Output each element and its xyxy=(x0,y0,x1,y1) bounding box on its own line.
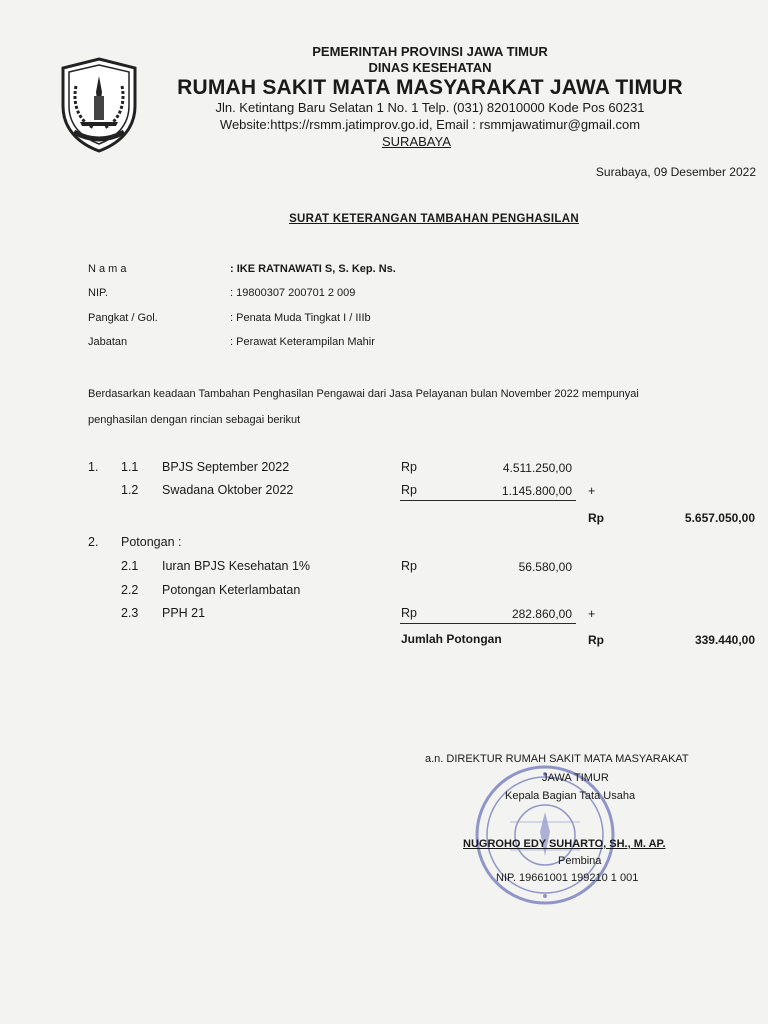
deduction-total-currency: Rp xyxy=(588,633,604,647)
hospital-contact: Website:https://rsmm.jatimprov.go.id, Email : rsmmjawatimur@gmail.com xyxy=(219,117,641,132)
hospital-city: SURABAYA xyxy=(382,134,451,149)
identity-value-name: : IKE RATNAWATI S, S. Kep. Ns. xyxy=(230,263,396,275)
item-1-2-currency: Rp xyxy=(401,483,417,497)
section-2-number: 2. xyxy=(88,535,99,549)
deduction-total-label: Jumlah Potongan xyxy=(401,632,502,646)
statement-line-1: Berdasarkan keadaan Tambahan Penghasilan Pengawai dari Jasa Pelayanan bulan November 2022 mempunyai xyxy=(88,388,639,400)
item-2-3-currency: Rp xyxy=(401,606,417,620)
item-2-3-amount: 282.860,00 xyxy=(511,607,572,621)
item-1-1-currency: Rp xyxy=(401,460,417,474)
identity-label-position: Jabatan xyxy=(88,336,128,348)
hospital-name: RUMAH SAKIT MATA MASYARAKAT JAWA TIMUR xyxy=(177,76,683,99)
identity-label-rank: Pangkat / Gol. xyxy=(88,312,158,324)
identity-value-position: : Perawat Keterampilan Mahir xyxy=(230,336,375,348)
signature-office: Kepala Bagian Tata Usaha xyxy=(505,790,636,802)
section-2-heading: Potongan : xyxy=(121,535,182,549)
letter-title: SURAT KETERANGAN TAMBAHAN PENGHASILAN xyxy=(289,213,579,225)
item-2-2-code: 2.2 xyxy=(121,583,139,597)
item-1-2-code: 1.2 xyxy=(121,483,139,497)
letter-date: Surabaya, 09 Desember 2022 xyxy=(595,165,756,179)
item-2-3-plus-sign: + xyxy=(588,607,596,621)
subtotal-divider-1 xyxy=(400,500,576,501)
signatory-name: NUGROHO EDY SUHARTO, SH., M. AP. xyxy=(463,838,666,850)
signature-on-behalf: a.n. DIREKTUR RUMAH SAKIT MATA MASYARAKAT xyxy=(425,753,689,765)
item-1-1-code: 1.1 xyxy=(121,460,139,474)
item-2-2-label: Potongan Keterlambatan xyxy=(162,583,301,597)
statement-line-2: penghasilan dengan rincian sebagai berikut xyxy=(88,414,301,426)
item-2-1-label: Iuran BPJS Kesehatan 1% xyxy=(162,559,311,573)
signatory-rank: Pembina xyxy=(558,855,602,867)
subtotal-divider-2 xyxy=(400,623,576,624)
item-1-2-amount: 1.145.800,00 xyxy=(501,484,572,498)
signatory-nip: NIP. 19661001 199210 1 001 xyxy=(496,872,639,884)
signature-region: JAWA TIMUR xyxy=(542,772,609,784)
identity-value-rank: : Penata Muda Tingkat I / IIIb xyxy=(230,312,371,324)
item-2-3-code: 2.3 xyxy=(121,606,139,620)
item-1-2-plus-sign: + xyxy=(588,484,596,498)
item-1-1-amount: 4.511.250,00 xyxy=(502,461,572,475)
item-2-3-label: PPH 21 xyxy=(162,606,206,620)
item-1-2-label: Swadana Oktober 2022 xyxy=(162,483,294,497)
hospital-address: Jln. Ketintang Baru Selatan 1 No. 1 Telp. (031) 82010000 Kode Pos 60231 xyxy=(215,100,645,115)
section-1-number: 1. xyxy=(88,460,99,474)
government-line: PEMERINTAH PROVINSI JAWA TIMUR xyxy=(312,44,548,59)
identity-label-name: N a m a xyxy=(88,263,127,275)
section-1-total-currency: Rp xyxy=(588,511,604,525)
item-2-1-code: 2.1 xyxy=(121,559,139,573)
department-line: DINAS KESEHATAN xyxy=(368,60,492,75)
item-1-1-label: BPJS September 2022 xyxy=(162,460,290,474)
identity-label-nip: NIP. xyxy=(88,287,108,299)
item-2-1-currency: Rp xyxy=(401,559,417,573)
item-2-1-amount: 56.580,00 xyxy=(518,560,572,574)
deduction-total: 339.440,00 xyxy=(694,633,755,647)
identity-value-nip: : 19800307 200701 2 009 xyxy=(230,287,356,299)
section-1-total: 5.657.050,00 xyxy=(684,511,755,525)
